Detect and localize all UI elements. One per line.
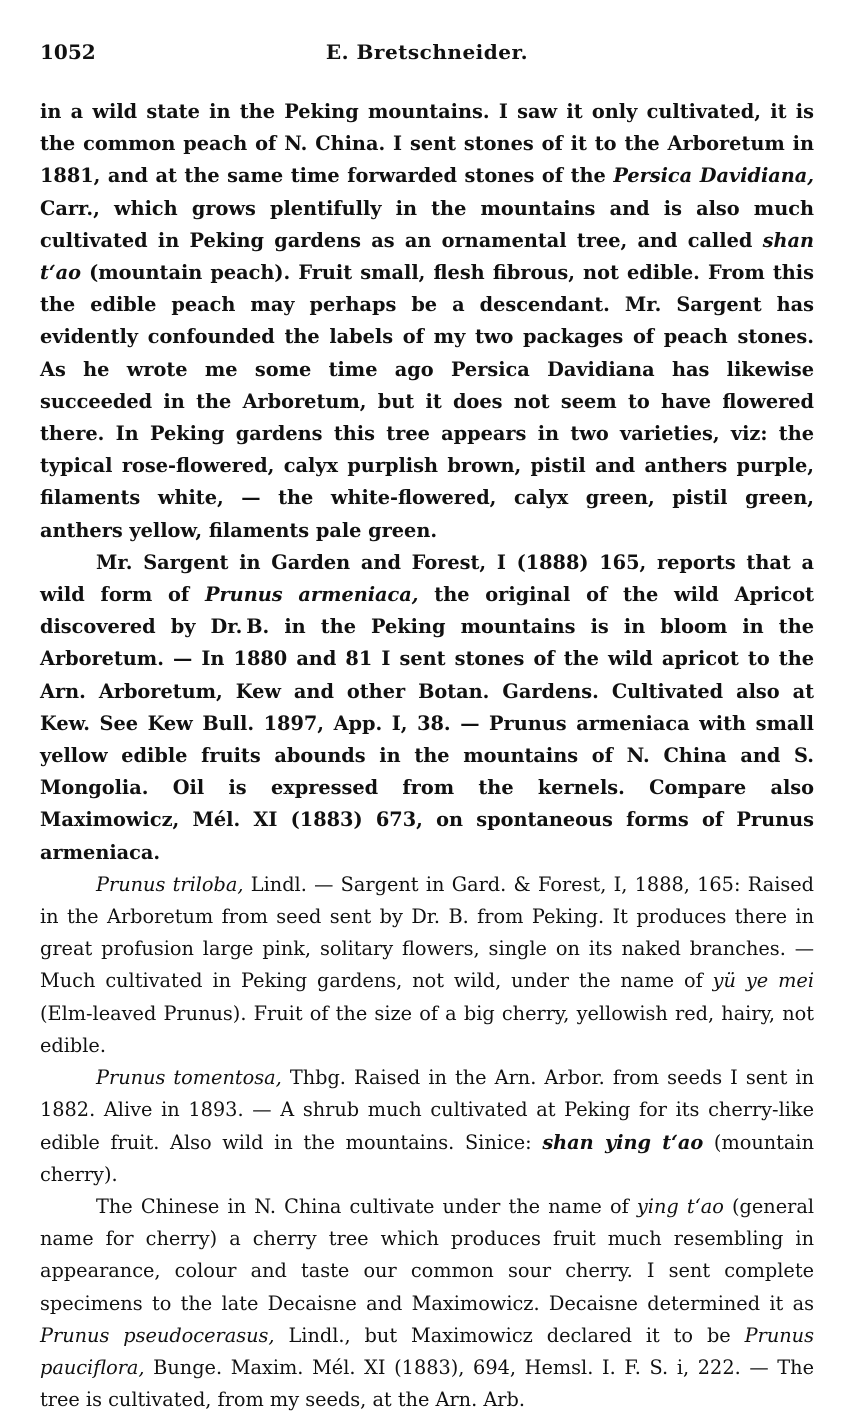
- species-name: Persica Davidiana,: [613, 164, 814, 188]
- text-run: Carr., which grows plentifully in the mountains and is also much cultivated in Peking gardens as an ornamental tree, and called: [40, 196, 814, 252]
- species-name: Prunus armeniaca,: [205, 583, 419, 607]
- text-run: in a wild state in the Peking mountains. I saw it only cultivated, it is the common peach of N. China. I sent stones of it to the Arboretum in 1881, and at the same time forwarded stones of the: [40, 100, 814, 188]
- paragraph-ying-tao: [40, 1191, 814, 1416]
- chinese-name: yü ye mei: [712, 969, 815, 993]
- paragraph-prunus-armeniaca: [40, 547, 814, 869]
- species-name: Prunus pauciflora,: [40, 1323, 814, 1379]
- page-number: 1052: [40, 40, 96, 64]
- text-run: Lindl. — Sargent in Gard. & Forest, I, 1888, 165: Raised in the Arboretum from seed sent by Dr. B. from Peking. It produces there in great profusion large pink, solitary flowers, single on its naked branches. — Much cultivated in Peking gardens, not wild, under the name of: [40, 872, 815, 993]
- chinese-name: ying tʻao: [636, 1194, 724, 1218]
- text-run: (mountain cherry).: [40, 1130, 814, 1186]
- species-name: Prunus pseudocerasus,: [40, 1323, 275, 1347]
- paragraph-persica-davidiana: [40, 96, 814, 547]
- chinese-name: shan tʻao: [40, 228, 814, 285]
- text-run: (Elm-leaved Prunus). Fruit of the size of a big cherry, yellowish red, hairy, not edible.: [40, 1001, 814, 1057]
- page-header: [40, 40, 814, 70]
- page-body: [40, 96, 814, 1416]
- running-title: E. Bretschneider.: [325, 40, 529, 64]
- text-run: the original of the wild Apricot discovered by Dr. B. in the Peking mountains is in bloom in the Arboretum. — In 1880 and 81 I sent stones of the wild apricot to the Arn. Arboretum, Kew and other Botan. Gardens. Cultivated also at Kew. See Kew Bull. 1897, App. I, 38. — Prunus armeniaca with small yellow edible fruits abounds in the mountains of N. China and S. Mongolia. Oil is expressed from the kernels. Compare also Maximowicz, Mél. XI (1883) 673, on spontaneous forms of Prunus armeniaca.: [40, 583, 814, 864]
- text-run: (general name for cherry) a cherry tree which produces fruit much resembling in appearance, colour and taste our common sour cherry. I sent complete specimens to the late Decaisne and Maximowicz. Decaisne determined it as: [40, 1194, 814, 1315]
- text-run: (mountain peach). Fruit small, flesh fibrous, not edible. From this the edible peach may perhaps be a descendant. Mr. Sargent has evidently confounded the labels of my two packages of peach stones. As he wrote me some time ago Persica Davidiana has likewise succeeded in the Arboretum, but it does not seem to have flowered there. In Peking gardens this tree appears in two varieties, viz: the typical rose-flowered, calyx purplish brown, pistil and anthers purple, filaments white, — the white-flowered, calyx green, pistil green, anthers yellow, filaments pale green.: [40, 261, 814, 542]
- species-name: Prunus tomentosa,: [96, 1066, 282, 1090]
- chinese-name: shan ying tʻao: [542, 1130, 704, 1154]
- paragraph-prunus-tomentosa: [40, 1062, 814, 1191]
- paragraph-prunus-triloba: [40, 869, 814, 1062]
- text-run: The Chinese in N. China cultivate under the name of: [96, 1194, 637, 1218]
- text-run: Thbg. Raised in the Arn. Arbor. from seeds I sent in 1882. Alive in 1893. — A shrub much cultivated at Peking for its cherry-like edible fruit. Also wild in the mountains. Sinice:: [40, 1066, 814, 1154]
- species-name: Prunus triloba,: [96, 872, 244, 896]
- text-run: Bunge. Maxim. Mél. XI (1883), 694, Hemsl. I. F. S. i, 222. — The tree is cultivated, from my seeds, at the Arn. Arb.: [40, 1355, 814, 1412]
- text-run: Mr. Sargent in Garden and Forest, I (1888) 165, reports that a wild form of: [40, 550, 814, 607]
- text-run: Lindl., but Maximowicz declared it to be: [274, 1323, 745, 1347]
